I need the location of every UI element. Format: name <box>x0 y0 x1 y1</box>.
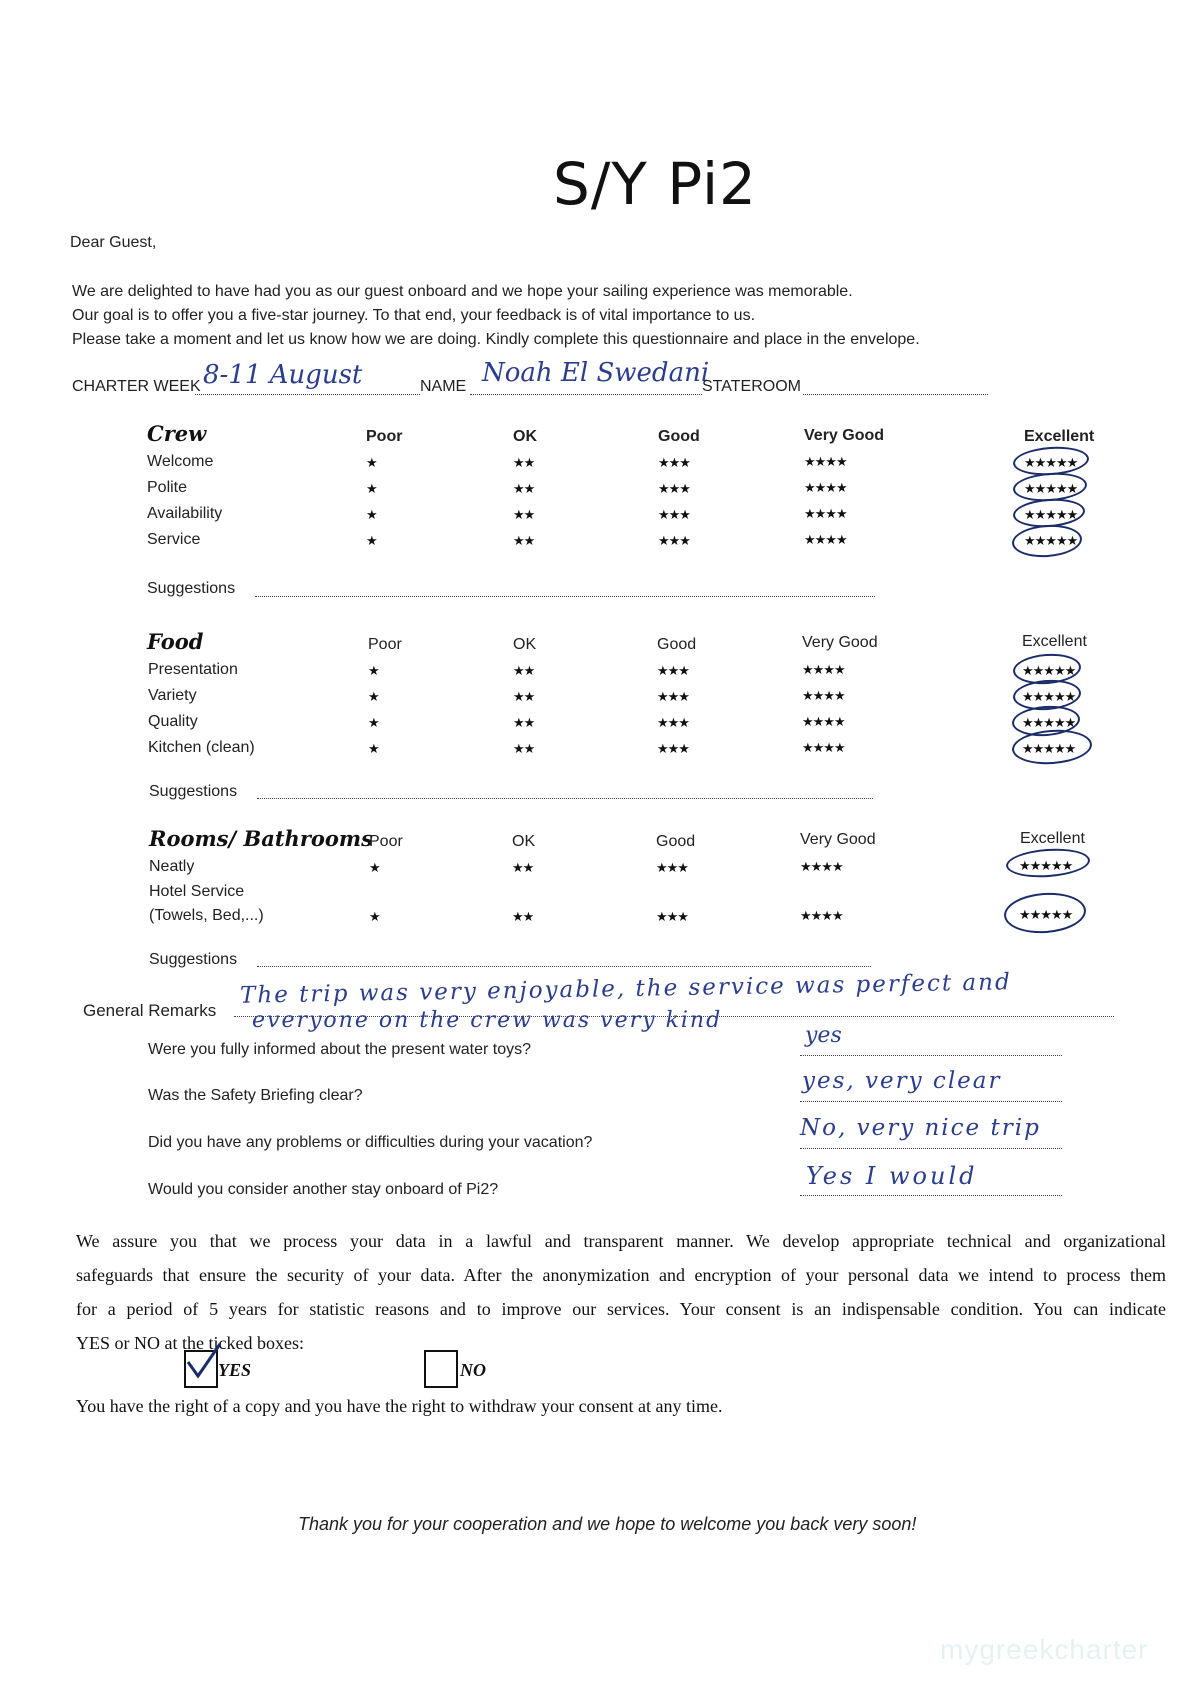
rating-option-very-good[interactable]: ★★★★ <box>802 662 845 677</box>
suggestions-line[interactable] <box>257 798 873 799</box>
rating-option-very-good[interactable]: ★★★★ <box>804 454 847 469</box>
rating-option-very-good[interactable]: ★★★★ <box>804 480 847 495</box>
rating-option-good[interactable]: ★★★ <box>657 741 689 756</box>
rating-option-excellent[interactable]: ★★★★★ <box>1022 741 1076 756</box>
name-value[interactable]: Noah El Swedani <box>482 358 710 388</box>
rating-option-excellent[interactable]: ★★★★★ <box>1019 858 1073 873</box>
rating-option-poor[interactable]: ★ <box>366 507 377 522</box>
suggestions-line[interactable] <box>255 596 875 597</box>
rating-item-label: Availability <box>147 505 223 522</box>
rating-item-label: Quality <box>148 713 198 730</box>
rights-text: You have the right of a copy and you have the right to withdraw your consent at any time. <box>76 1396 723 1416</box>
answer-text[interactable]: No, very nice trip <box>800 1115 1041 1141</box>
consent-line: for a period of 5 years for statistic reasons and to improve our services. Your consent is an indispensable condition. You can indicate <box>76 1299 1166 1319</box>
answer-line <box>800 1148 1062 1149</box>
yes-label: YES <box>218 1360 252 1380</box>
rating-item-label: Polite <box>147 479 188 496</box>
rating-header-excellent: Excellent <box>1024 428 1095 445</box>
rating-option-ok[interactable]: ★★ <box>513 481 535 496</box>
rating-item-label: Presentation <box>148 661 238 678</box>
rating-header-good: Good <box>656 833 696 850</box>
rating-option-good[interactable]: ★★★ <box>658 533 690 548</box>
rating-option-very-good[interactable]: ★★★★ <box>802 714 845 729</box>
rating-option-good[interactable]: ★★★ <box>658 507 690 522</box>
rating-option-excellent[interactable]: ★★★★★ <box>1024 455 1078 470</box>
rating-header-good: Good <box>657 636 697 653</box>
suggestions-line[interactable] <box>257 966 871 967</box>
intro-line: We are delighted to have had you as our guest onboard and we hope your sailing experience was memorable. <box>72 283 853 300</box>
name-label: NAME <box>420 378 467 395</box>
question-label: Would you consider another stay onboard of Pi2? <box>148 1181 499 1198</box>
suggestions-label: Suggestions <box>149 783 238 800</box>
rating-option-poor[interactable]: ★ <box>369 909 380 924</box>
rating-option-poor[interactable]: ★ <box>366 481 377 496</box>
rating-option-ok[interactable]: ★★ <box>513 533 535 548</box>
rating-option-poor[interactable]: ★ <box>369 860 380 875</box>
rating-option-excellent[interactable]: ★★★★★ <box>1022 663 1076 678</box>
rating-item-label: Hotel Service <box>149 883 245 900</box>
rating-option-poor[interactable]: ★ <box>368 741 379 756</box>
selection-circle <box>1011 523 1083 560</box>
rating-option-good[interactable]: ★★★ <box>658 481 690 496</box>
rating-option-good[interactable]: ★★★ <box>657 663 689 678</box>
answer-text[interactable]: Yes I would <box>806 1162 978 1190</box>
no-checkbox[interactable] <box>424 1350 458 1388</box>
answer-text[interactable]: yes, very clear <box>802 1068 1002 1094</box>
rating-option-very-good[interactable]: ★★★★ <box>804 532 847 547</box>
intro-line: Please take a moment and let us know how we are doing. Kindly complete this questionnaire and place in the envelope. <box>72 331 920 348</box>
rating-item-label: Service <box>147 531 201 548</box>
rating-header-very-good: Very Good <box>800 831 876 848</box>
rating-option-poor[interactable]: ★ <box>368 715 379 730</box>
answer-line <box>800 1101 1062 1102</box>
rating-header-ok: OK <box>512 833 536 850</box>
charter-week-label: CHARTER WEEK <box>72 378 201 395</box>
consent-line: YES or NO at the ticked boxes: <box>76 1333 304 1353</box>
yes-checkbox[interactable] <box>184 1350 218 1388</box>
rating-option-ok[interactable]: ★★ <box>513 715 535 730</box>
rating-header-poor: Poor <box>369 833 403 850</box>
rating-option-ok[interactable]: ★★ <box>512 909 534 924</box>
charter-week-line <box>195 394 420 395</box>
rating-option-poor[interactable]: ★ <box>368 689 379 704</box>
rating-option-excellent[interactable]: ★★★★★ <box>1022 689 1076 704</box>
question-label: Did you have any problems or difficulties during your vacation? <box>148 1134 593 1151</box>
closing-text: Thank you for your cooperation and we hope to welcome you back very soon! <box>298 1514 917 1534</box>
rating-option-very-good[interactable]: ★★★★ <box>800 859 843 874</box>
rating-option-very-good[interactable]: ★★★★ <box>802 688 845 703</box>
rating-option-excellent[interactable]: ★★★★★ <box>1019 907 1073 922</box>
rating-header-excellent: Excellent <box>1020 830 1085 847</box>
question-label: Was the Safety Briefing clear? <box>148 1087 363 1104</box>
watermark-logo: mygreekcharter <box>940 1634 1149 1665</box>
name-line <box>470 394 702 395</box>
document-title: S/Y Pi2 <box>553 150 757 218</box>
rating-option-ok[interactable]: ★★ <box>513 663 535 678</box>
rating-option-good[interactable]: ★★★ <box>656 860 688 875</box>
rating-option-very-good[interactable]: ★★★★ <box>802 740 845 755</box>
section-title-rooms: Rooms/ Bathrooms <box>149 826 373 851</box>
rating-item-label: Neatly <box>149 858 195 875</box>
intro-line: Our goal is to offer you a five-star journey. To that end, your feedback is of vital importance to us. <box>72 307 756 324</box>
rating-header-good: Good <box>658 428 700 445</box>
rating-header-very-good: Very Good <box>802 634 878 651</box>
rating-option-good[interactable]: ★★★ <box>657 689 689 704</box>
rating-header-excellent: Excellent <box>1022 633 1087 650</box>
rating-header-poor: Poor <box>368 636 402 653</box>
rating-option-poor[interactable]: ★ <box>366 455 377 470</box>
rating-option-ok[interactable]: ★★ <box>512 860 534 875</box>
rating-option-ok[interactable]: ★★ <box>513 507 535 522</box>
rating-option-poor[interactable]: ★ <box>366 533 377 548</box>
rating-option-excellent[interactable]: ★★★★★ <box>1024 481 1078 496</box>
consent-paragraph <box>76 1224 1166 1360</box>
consent-line: We assure you that we process your data in a lawful and transparent manner. We develop appropriate technical and organizational <box>76 1231 1166 1251</box>
rating-item-label: Welcome <box>147 453 214 470</box>
general-remarks-text[interactable]: The trip was very enjoyable, the service was perfect and <box>239 969 1012 1009</box>
rating-option-ok[interactable]: ★★ <box>513 455 535 470</box>
greeting: Dear Guest, <box>70 234 157 251</box>
no-label: NO <box>460 1360 486 1380</box>
rating-option-good[interactable]: ★★★ <box>658 455 690 470</box>
rating-item-label: (Towels, Bed,...) <box>149 907 264 924</box>
rating-option-poor[interactable]: ★ <box>368 663 379 678</box>
stateroom-line[interactable] <box>803 394 988 395</box>
answer-text[interactable]: yes <box>805 1023 842 1048</box>
answer-line <box>800 1055 1062 1056</box>
charter-week-value[interactable]: 8-11 August <box>203 360 363 390</box>
rating-option-excellent[interactable]: ★★★★★ <box>1022 715 1076 730</box>
general-remarks-text[interactable]: everyone on the crew was very kind <box>252 1008 723 1033</box>
section-title-crew: Crew <box>147 421 207 446</box>
rating-option-good[interactable]: ★★★ <box>656 909 688 924</box>
rating-option-ok[interactable]: ★★ <box>513 741 535 756</box>
stateroom-label: STATEROOM <box>702 378 801 395</box>
selection-circle <box>1005 846 1091 880</box>
question-label: Were you fully informed about the present water toys? <box>148 1041 532 1058</box>
rating-option-excellent[interactable]: ★★★★★ <box>1024 533 1078 548</box>
intro-paragraph <box>72 280 920 352</box>
rating-option-good[interactable]: ★★★ <box>657 715 689 730</box>
rating-header-poor: Poor <box>366 428 403 445</box>
rating-option-very-good[interactable]: ★★★★ <box>804 506 847 521</box>
rating-header-very-good: Very Good <box>804 427 885 444</box>
answer-line <box>800 1195 1062 1196</box>
section-title-food: Food <box>147 629 204 654</box>
rating-option-very-good[interactable]: ★★★★ <box>800 908 843 923</box>
consent-line: safeguards that ensure the security of your data. After the anonymization and encryption of your personal data we intend to process them <box>76 1265 1166 1285</box>
rating-option-excellent[interactable]: ★★★★★ <box>1024 507 1078 522</box>
suggestions-label: Suggestions <box>149 951 238 968</box>
rating-header-ok: OK <box>513 428 537 445</box>
selection-circle <box>1003 890 1088 936</box>
rating-item-label: Kitchen (clean) <box>148 739 255 756</box>
rating-option-ok[interactable]: ★★ <box>513 689 535 704</box>
rating-header-ok: OK <box>513 636 537 653</box>
rating-item-label: Variety <box>148 687 197 704</box>
general-remarks-label: General Remarks <box>83 1001 217 1020</box>
suggestions-label: Suggestions <box>147 580 236 597</box>
